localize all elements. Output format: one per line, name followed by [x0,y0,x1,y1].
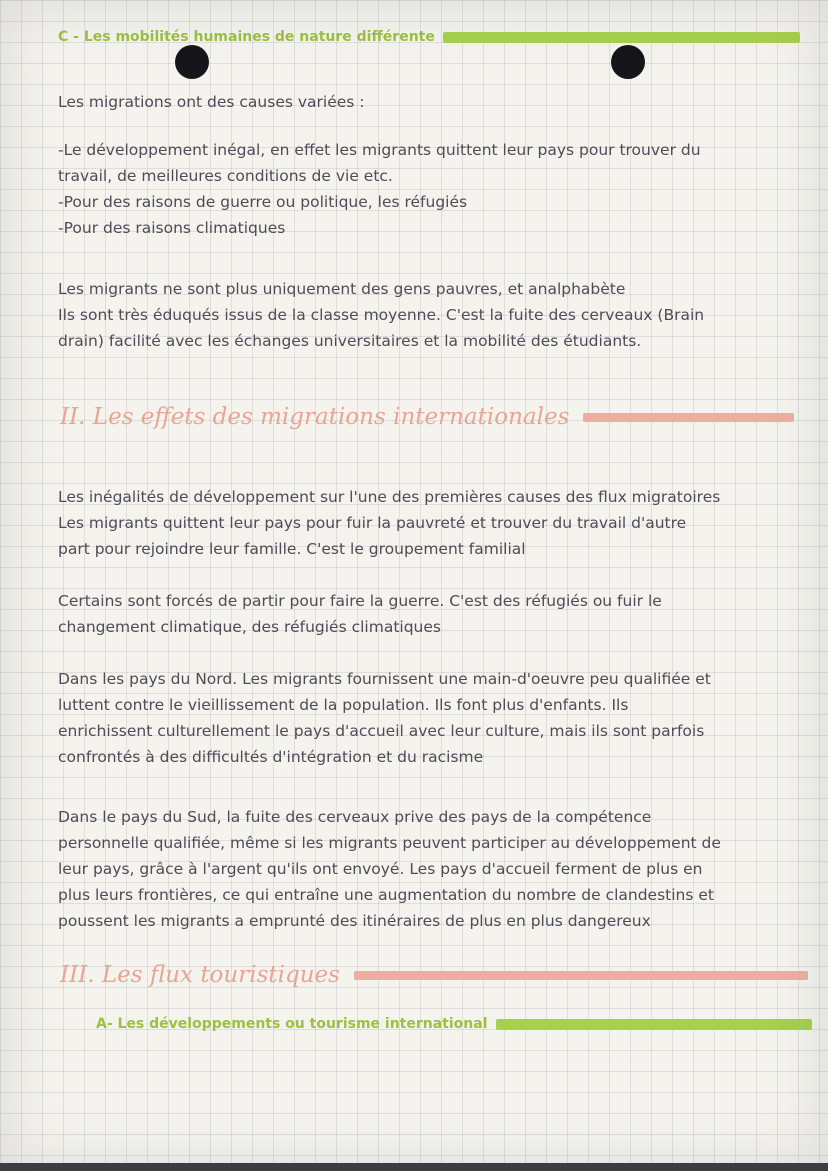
section-3-heading [60,962,808,988]
page-bottom-edge [0,1163,828,1171]
causes-line-1: -Le développement inégal, en effet les migrants quittent leur pays pour trouver du [58,141,701,159]
north-line-2: luttent contre le vieillissement de la population. Ils font plus d'enfants. Ils [58,696,629,714]
binder-hole-right [611,45,645,79]
intro-paragraph [58,89,770,115]
section-a-heading [96,1016,812,1032]
south-line-2: personnelle qualifiée, même si les migrants peuvent participer au développement de [58,834,721,852]
profile-line-1: Les migrants ne sont plus uniquement des gens pauvres, et analphabète [58,280,626,298]
intro-line: Les migrations ont des causes variées : [58,93,365,111]
south-line-5: poussent les migrants a emprunté des itinéraires de plus en plus dangereux [58,912,651,930]
forced-paragraph [58,588,770,640]
inequalities-line-3: part pour rejoindre leur famille. C'est le groupement familial [58,540,526,558]
profile-line-3: drain) facilité avec les échanges universitaires et la mobilité des étudiants. [58,332,642,350]
section-c-highlight-bar [443,32,800,43]
section-c-title: C - Les mobilités humaines de nature différente [58,29,435,45]
section-c-heading [58,29,800,45]
section-a-title: A- Les développements ou tourisme international [96,1016,488,1032]
causes-line-4: -Pour des raisons climatiques [58,219,286,237]
section-2-title: II. Les effets des migrations internationales [60,404,570,430]
section-3-title: III. Les flux touristiques [60,962,340,988]
inequalities-paragraph [58,484,770,562]
causes-line-3: -Pour des raisons de guerre ou politique, les réfugiés [58,193,468,211]
north-line-4: confrontés à des difficultés d'intégration et du racisme [58,748,484,766]
inequalities-line-1: Les inégalités de développement sur l'une des premières causes des flux migratoires [58,488,721,506]
north-line-3: enrichissent culturellement le pays d'accueil avec leur culture, mais ils sont parfois [58,722,705,740]
section-3-highlight-bar [354,971,808,980]
migrants-profile-paragraph [58,276,770,354]
north-line-1: Dans les pays du Nord. Les migrants fournissent une main-d'oeuvre peu qualifiée et [58,670,711,688]
south-line-4: plus leurs frontières, ce qui entraîne une augmentation du nombre de clandestins et [58,886,714,904]
north-paragraph [58,666,770,770]
binder-hole-left [175,45,209,79]
section-2-heading [60,404,794,430]
south-paragraph [58,804,770,934]
causes-paragraph [58,137,770,241]
causes-line-2: travail, de meilleures conditions de vie etc. [58,167,393,185]
south-line-3: leur pays, grâce à l'argent qu'ils ont envoyé. Les pays d'accueil ferment de plus en [58,860,703,878]
south-line-1: Dans le pays du Sud, la fuite des cerveaux prive des pays de la compétence [58,808,652,826]
inequalities-line-2: Les migrants quittent leur pays pour fuir la pauvreté et trouver du travail d'autre [58,514,687,532]
section-a-highlight-bar [496,1019,812,1030]
forced-line-2: changement climatique, des réfugiés climatiques [58,618,441,636]
forced-line-1: Certains sont forcés de partir pour faire la guerre. C'est des réfugiés ou fuir le [58,592,662,610]
profile-line-2: Ils sont très éduqués issus de la classe moyenne. C'est la fuite des cerveaux (Brain [58,306,705,324]
section-2-highlight-bar [583,413,794,422]
